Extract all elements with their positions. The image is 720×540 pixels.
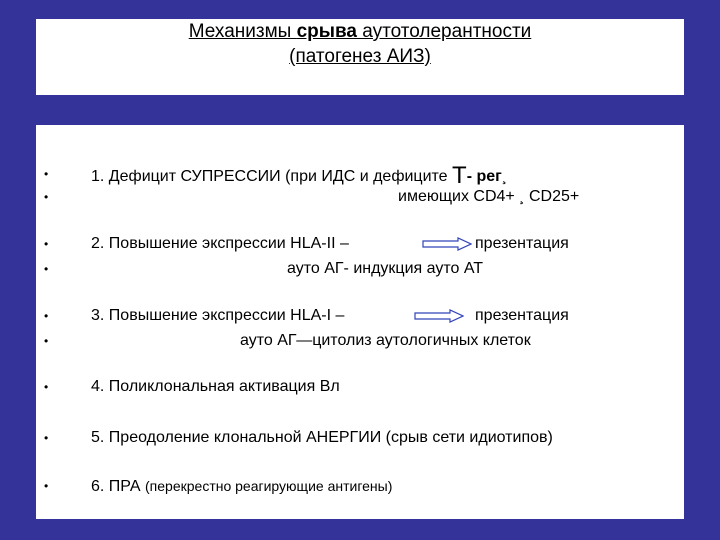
bullet: •: [44, 190, 49, 204]
bullet: •: [44, 479, 49, 493]
page-title: [36, 21, 684, 43]
item-1-t-letter: Т: [452, 162, 467, 189]
bullet: •: [44, 309, 49, 323]
bullet: •: [44, 431, 49, 445]
item-2-result: презентация: [475, 235, 569, 252]
item-4-text: 4. Поликлональная активация Вл: [91, 378, 340, 395]
bullet: •: [44, 262, 49, 276]
item-1-reg: - рег: [466, 168, 502, 185]
item-1-comma: ¸: [501, 168, 508, 185]
content-box: [36, 125, 684, 519]
list-item-5: [36, 427, 684, 449]
item-2-text: 2. Повышение экспрессии HLA-II –: [91, 235, 349, 252]
list-item-1-line-2: [36, 186, 684, 208]
item-2-text-cont: ауто АГ- индукция ауто АТ: [287, 260, 484, 277]
title-suffix: аутотолерантности: [357, 21, 532, 42]
item-3-text-cont: ауто АГ—цитолиз аутологичных клеток: [240, 332, 531, 349]
item-3-text: 3. Повышение экспрессии HLA-I –: [91, 307, 345, 324]
arrow-right-icon: [414, 309, 464, 323]
item-1-text-cont: имеющих CD4+ ¸ CD25+: [398, 188, 580, 205]
list-item-4: [36, 376, 684, 398]
arrow-right-icon: [422, 237, 472, 251]
item-6-note: (перекрестно реагирующие антигены): [145, 478, 393, 494]
bullet: •: [44, 380, 49, 394]
bullet: •: [44, 237, 49, 251]
list-item-2-line-1: [36, 233, 684, 255]
title-prefix: Механизмы: [188, 21, 297, 42]
bullet: •: [44, 334, 49, 348]
item-5-text: 5. Преодоление клональной АНЕРГИИ (срыв сети идиотипов): [91, 429, 553, 446]
item-6-text: 6. ПРА: [91, 478, 146, 495]
list-item-2-line-2: [36, 258, 684, 280]
item-1-text: 1. Дефицит СУПРЕССИИ (при ИДС и дефиците: [91, 168, 453, 185]
bullet: •: [44, 167, 49, 181]
list-item-3-line-2: [36, 330, 684, 352]
page-subtitle: (патогенез АИЗ): [289, 46, 431, 67]
title-box: [36, 19, 684, 95]
list-item-3-line-1: [36, 305, 684, 327]
list-item-1-line-1: [36, 162, 684, 189]
item-3-result: презентация: [475, 307, 569, 324]
list-item-6: [36, 475, 684, 497]
title-bold-word: срыва: [296, 21, 357, 42]
